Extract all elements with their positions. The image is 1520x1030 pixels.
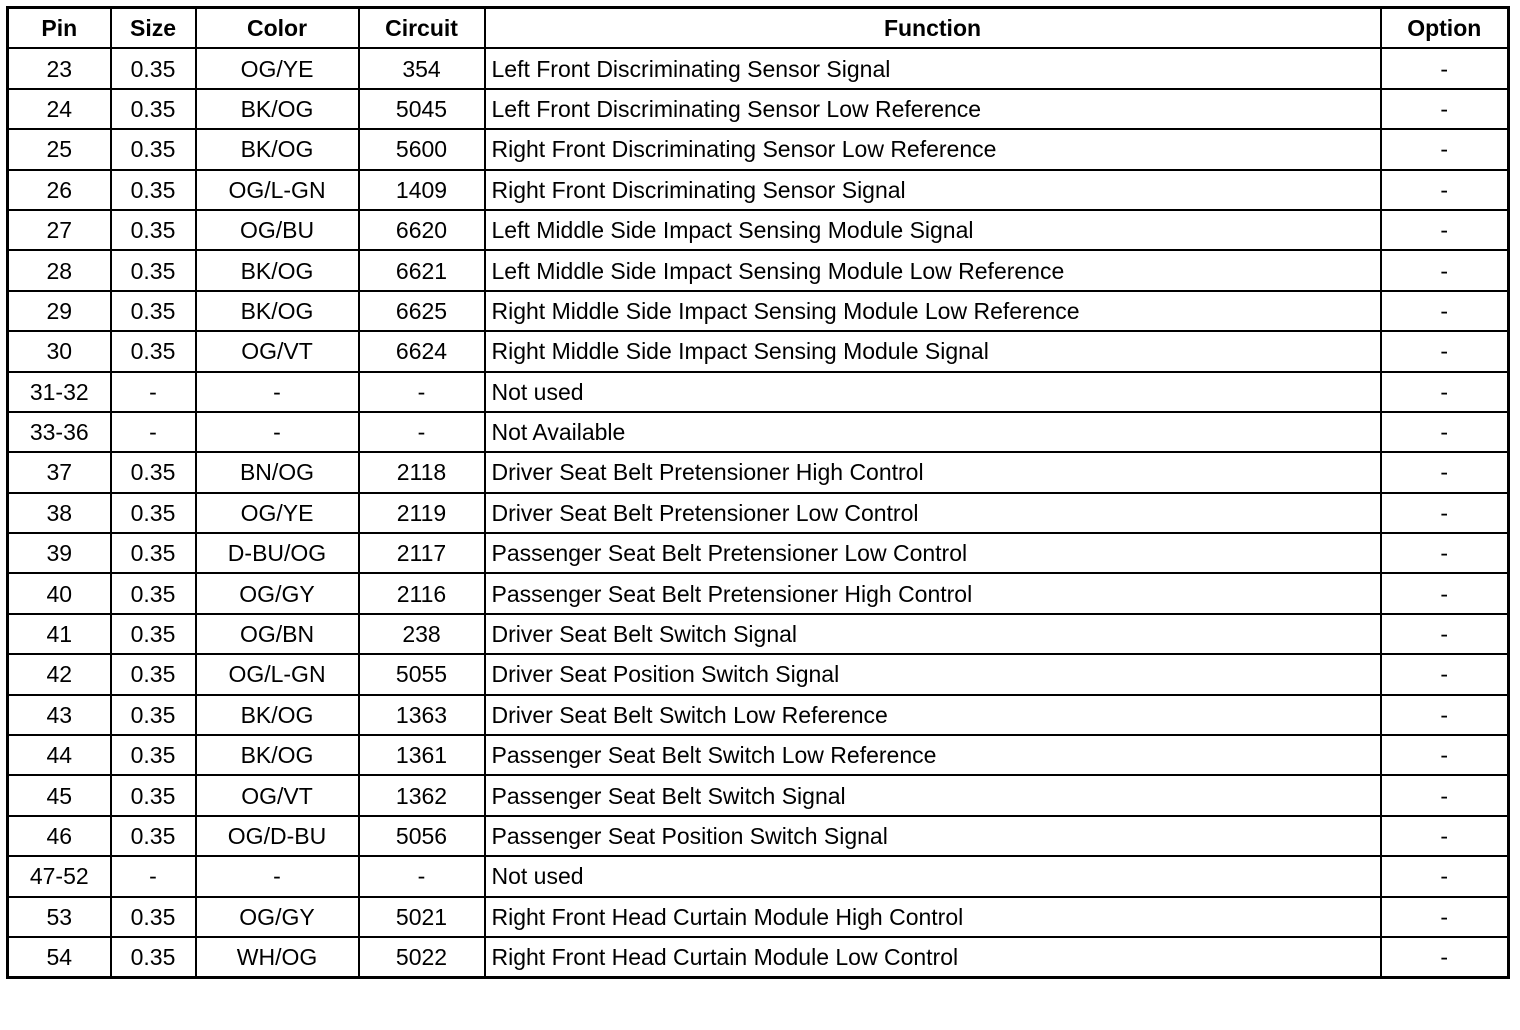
cell-function: Not used [485,856,1381,896]
cell-pin: 44 [8,735,111,775]
cell-color: BK/OG [196,250,359,290]
cell-size: 0.35 [111,493,196,533]
cell-function: Left Middle Side Impact Sensing Module Signal [485,210,1381,250]
cell-option: - [1381,614,1509,654]
cell-function: Driver Seat Belt Pretensioner High Control [485,452,1381,492]
cell-function: Driver Seat Belt Pretensioner Low Control [485,493,1381,533]
cell-circuit: 5056 [359,816,485,856]
cell-color: OG/D-BU [196,816,359,856]
cell-option: - [1381,48,1509,88]
cell-size: 0.35 [111,695,196,735]
cell-pin: 29 [8,291,111,331]
cell-option: - [1381,250,1509,290]
cell-color: OG/BU [196,210,359,250]
cell-circuit: 5600 [359,129,485,169]
cell-function: Passenger Seat Belt Switch Low Reference [485,735,1381,775]
cell-color: BK/OG [196,695,359,735]
cell-color: OG/VT [196,775,359,815]
cell-circuit: 1362 [359,775,485,815]
cell-color: - [196,856,359,896]
cell-pin: 42 [8,654,111,694]
cell-pin: 26 [8,170,111,210]
cell-circuit: 6625 [359,291,485,331]
cell-pin: 24 [8,89,111,129]
cell-option: - [1381,291,1509,331]
connector-pinout-table [6,6,1510,979]
cell-color: WH/OG [196,937,359,978]
cell-pin: 31-32 [8,372,111,412]
cell-option: - [1381,89,1509,129]
cell-pin: 28 [8,250,111,290]
cell-circuit: 1363 [359,695,485,735]
table-row [8,816,1509,856]
cell-function: Passenger Seat Belt Pretensioner Low Control [485,533,1381,573]
cell-option: - [1381,493,1509,533]
cell-function: Right Front Discriminating Sensor Low Reference [485,129,1381,169]
cell-size: 0.35 [111,210,196,250]
cell-option: - [1381,452,1509,492]
cell-size: 0.35 [111,170,196,210]
cell-size: - [111,372,196,412]
cell-function: Right Front Head Curtain Module Low Control [485,937,1381,978]
cell-size: - [111,412,196,452]
cell-pin: 46 [8,816,111,856]
cell-function: Left Middle Side Impact Sensing Module Low Reference [485,250,1381,290]
cell-color: OG/BN [196,614,359,654]
table-row [8,897,1509,937]
cell-size: 0.35 [111,816,196,856]
cell-size: 0.35 [111,89,196,129]
cell-option: - [1381,897,1509,937]
table-row [8,48,1509,88]
cell-color: D-BU/OG [196,533,359,573]
cell-function: Not Available [485,412,1381,452]
cell-color: BK/OG [196,735,359,775]
cell-color: BK/OG [196,89,359,129]
table-row [8,170,1509,210]
cell-circuit: - [359,372,485,412]
cell-circuit: 6624 [359,331,485,371]
cell-pin: 37 [8,452,111,492]
cell-pin: 54 [8,937,111,978]
cell-color: - [196,412,359,452]
cell-function: Left Front Discriminating Sensor Low Reference [485,89,1381,129]
cell-function: Driver Seat Position Switch Signal [485,654,1381,694]
cell-circuit: 5045 [359,89,485,129]
table-header [8,8,1509,49]
cell-option: - [1381,210,1509,250]
cell-pin: 41 [8,614,111,654]
table-row [8,775,1509,815]
cell-color: OG/L-GN [196,654,359,694]
cell-size: 0.35 [111,654,196,694]
cell-size: 0.35 [111,614,196,654]
cell-function: Passenger Seat Position Switch Signal [485,816,1381,856]
cell-circuit: 354 [359,48,485,88]
cell-option: - [1381,775,1509,815]
table-row [8,452,1509,492]
table-row [8,372,1509,412]
header-pin: Pin [8,8,111,49]
cell-circuit: 5055 [359,654,485,694]
cell-option: - [1381,129,1509,169]
cell-size: 0.35 [111,291,196,331]
cell-option: - [1381,856,1509,896]
cell-color: OG/VT [196,331,359,371]
cell-circuit: 1409 [359,170,485,210]
cell-size: 0.35 [111,452,196,492]
cell-circuit: - [359,412,485,452]
cell-pin: 45 [8,775,111,815]
pinout-document [6,6,1510,979]
cell-size: 0.35 [111,331,196,371]
cell-size: 0.35 [111,897,196,937]
table-row [8,654,1509,694]
cell-pin: 39 [8,533,111,573]
cell-size: 0.35 [111,250,196,290]
table-body [8,48,1509,977]
cell-pin: 23 [8,48,111,88]
cell-circuit: 5022 [359,937,485,978]
cell-pin: 27 [8,210,111,250]
cell-size: 0.35 [111,775,196,815]
cell-function: Right Middle Side Impact Sensing Module Signal [485,331,1381,371]
cell-circuit: 5021 [359,897,485,937]
cell-color: OG/YE [196,48,359,88]
table-row [8,291,1509,331]
table-row [8,573,1509,613]
cell-size: 0.35 [111,937,196,978]
cell-circuit: 238 [359,614,485,654]
cell-color: - [196,372,359,412]
cell-color: OG/YE [196,493,359,533]
cell-option: - [1381,170,1509,210]
table-row [8,89,1509,129]
cell-pin: 38 [8,493,111,533]
cell-function: Passenger Seat Belt Pretensioner High Control [485,573,1381,613]
cell-circuit: 2117 [359,533,485,573]
cell-option: - [1381,331,1509,371]
cell-size: - [111,856,196,896]
cell-pin: 53 [8,897,111,937]
header-circuit: Circuit [359,8,485,49]
cell-color: BK/OG [196,129,359,169]
cell-circuit: 6621 [359,250,485,290]
table-row [8,614,1509,654]
table-row [8,695,1509,735]
cell-pin: 40 [8,573,111,613]
cell-option: - [1381,816,1509,856]
cell-circuit: 1361 [359,735,485,775]
cell-pin: 47-52 [8,856,111,896]
cell-function: Right Front Discriminating Sensor Signal [485,170,1381,210]
cell-option: - [1381,654,1509,694]
header-option: Option [1381,8,1509,49]
cell-option: - [1381,533,1509,573]
cell-size: 0.35 [111,129,196,169]
table-row [8,735,1509,775]
cell-function: Right Front Head Curtain Module High Control [485,897,1381,937]
cell-color: OG/GY [196,897,359,937]
cell-function: Not used [485,372,1381,412]
cell-option: - [1381,412,1509,452]
cell-option: - [1381,695,1509,735]
table-row [8,493,1509,533]
table-row [8,250,1509,290]
table-row [8,210,1509,250]
cell-color: OG/GY [196,573,359,613]
cell-color: BK/OG [196,291,359,331]
cell-circuit: 2119 [359,493,485,533]
cell-size: 0.35 [111,48,196,88]
cell-circuit: 6620 [359,210,485,250]
cell-pin: 30 [8,331,111,371]
table-row [8,129,1509,169]
header-function: Function [485,8,1381,49]
header-color: Color [196,8,359,49]
cell-size: 0.35 [111,735,196,775]
cell-function: Right Middle Side Impact Sensing Module Low Reference [485,291,1381,331]
table-row [8,937,1509,978]
cell-size: 0.35 [111,573,196,613]
table-row [8,533,1509,573]
cell-option: - [1381,937,1509,978]
cell-color: OG/L-GN [196,170,359,210]
cell-function: Passenger Seat Belt Switch Signal [485,775,1381,815]
cell-color: BN/OG [196,452,359,492]
cell-circuit: 2118 [359,452,485,492]
cell-pin: 25 [8,129,111,169]
header-size: Size [111,8,196,49]
cell-option: - [1381,735,1509,775]
cell-function: Driver Seat Belt Switch Signal [485,614,1381,654]
table-row [8,856,1509,896]
cell-function: Left Front Discriminating Sensor Signal [485,48,1381,88]
header-row [8,8,1509,49]
table-row [8,331,1509,371]
cell-circuit: 2116 [359,573,485,613]
cell-option: - [1381,372,1509,412]
cell-size: 0.35 [111,533,196,573]
cell-option: - [1381,573,1509,613]
table-row [8,412,1509,452]
cell-pin: 43 [8,695,111,735]
cell-pin: 33-36 [8,412,111,452]
cell-circuit: - [359,856,485,896]
cell-function: Driver Seat Belt Switch Low Reference [485,695,1381,735]
